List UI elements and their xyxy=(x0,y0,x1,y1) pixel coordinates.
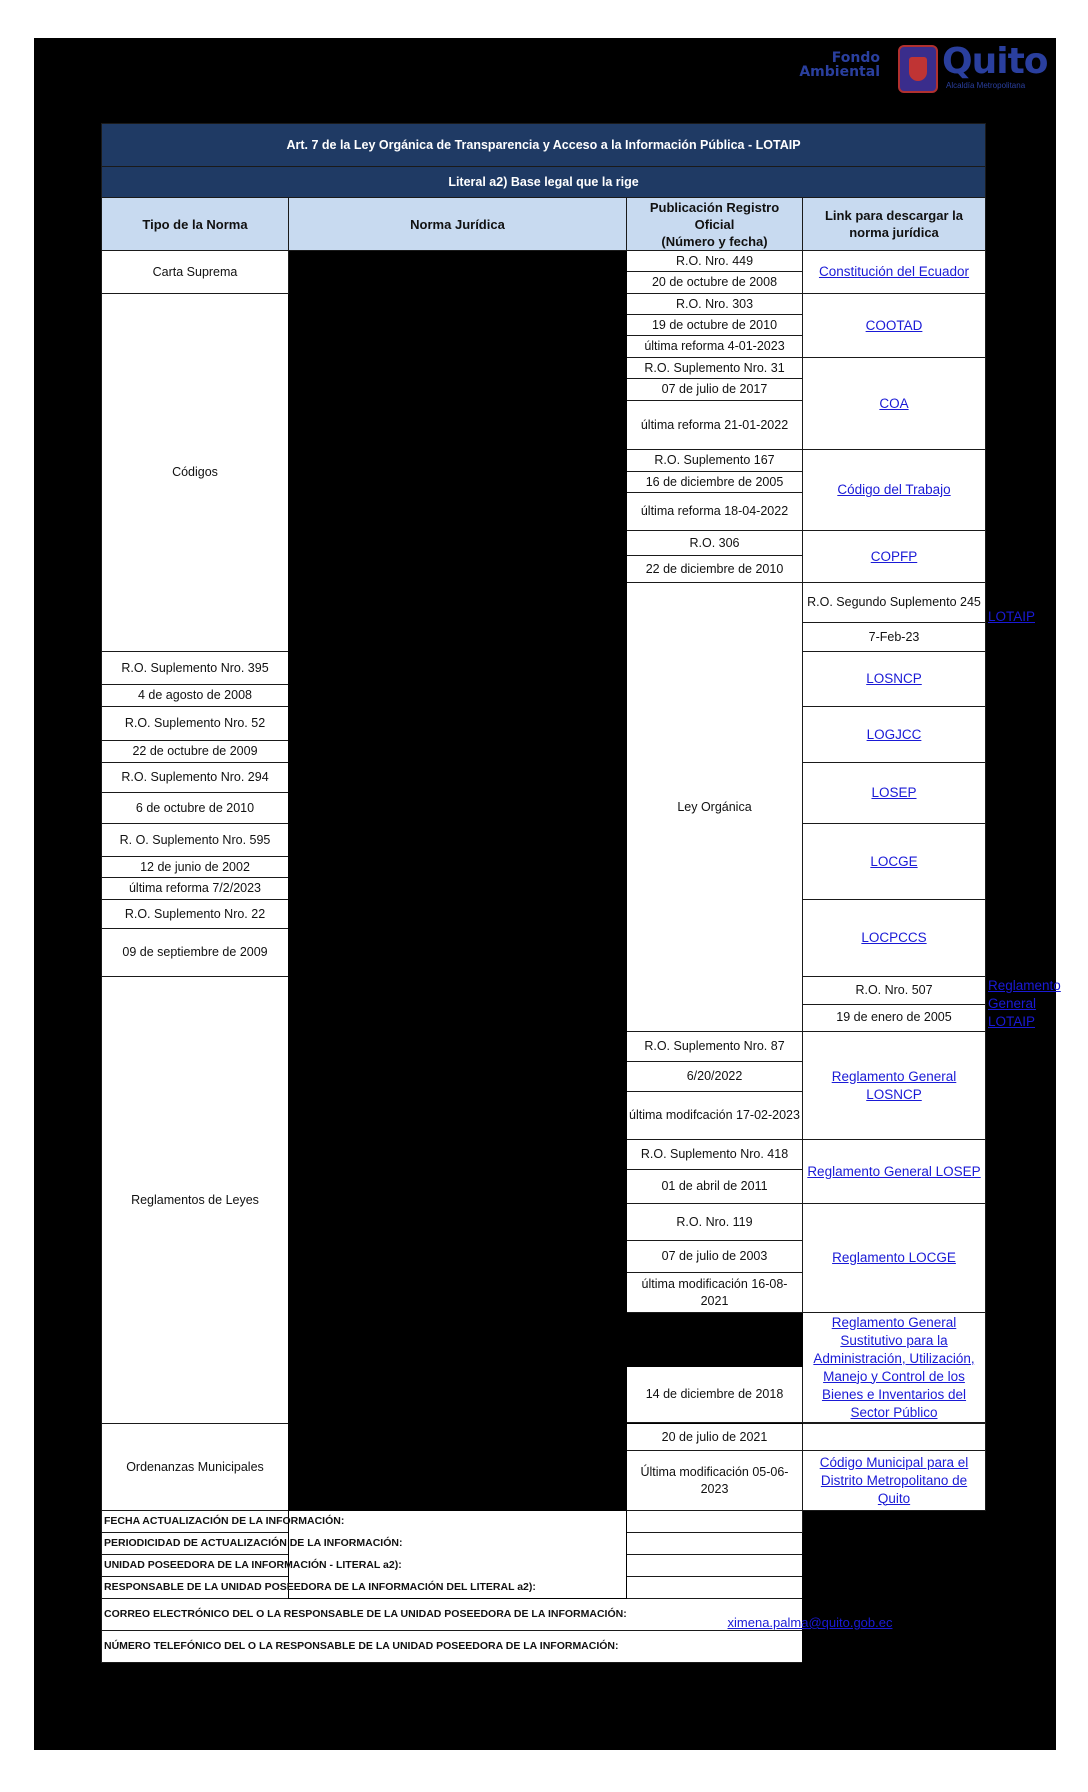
link-cell xyxy=(803,707,986,763)
pub-cell: 14 de diciembre de 2018 xyxy=(627,1367,803,1423)
pub-cell: 4 de agosto de 2008 xyxy=(102,685,289,707)
footer-email-link[interactable]: ximena.palma@quito.gob.ec xyxy=(727,1615,893,1630)
group-carta: Carta Suprema xyxy=(102,251,289,294)
pub-cell: 7-Feb-23 xyxy=(803,623,986,652)
link-rg-bienes[interactable]: Reglamento General Sustitutivo para la Administración, Utilización, Manejo y Control de los Bienes e Inventarios del Sector Público xyxy=(813,1314,975,1420)
pub-cell: última reforma 21-01-2022 xyxy=(627,401,803,450)
pub-cell: 6 de octubre de 2010 xyxy=(102,793,289,824)
table-subtitle: Literal a2) Base legal que la rige xyxy=(102,167,986,198)
pub-cell: 09 de septiembre de 2009 xyxy=(102,929,289,977)
pub-cell: 12 de junio de 2002 xyxy=(102,857,289,878)
pub-cell: 20 de julio de 2021 xyxy=(627,1424,803,1451)
link-copfp[interactable]: COPFP xyxy=(870,548,918,564)
link-constitucion[interactable]: Constitución del Ecuador xyxy=(818,264,970,279)
col-norma: Norma Jurídica xyxy=(289,198,627,251)
link-cell xyxy=(803,900,986,977)
link-cell xyxy=(803,358,986,450)
pub-cell: última reforma 4-01-2023 xyxy=(627,336,803,358)
link-cell xyxy=(803,1451,986,1511)
footer-correo-label: CORREO ELECTRÓNICO DEL O LA RESPONSABLE DE LA UNIDAD POSEEDORA DE LA INFORMACIÓN: xyxy=(102,1599,803,1631)
link-codigo-municipal[interactable]: Código Municipal para el Distrito Metropolitano de Quito xyxy=(819,1454,969,1506)
pub-cell: última modifcación 17-02-2023 xyxy=(627,1092,803,1140)
pub-cell: R.O. Nro. 303 xyxy=(627,294,803,315)
link-losep[interactable]: LOSEP xyxy=(871,785,917,800)
link-rg-lotaip[interactable]: Reglamento General LOTAIP xyxy=(988,978,1061,1029)
link-rg-losep[interactable]: Reglamento General LOSEP xyxy=(807,1163,981,1179)
link-codigo-trabajo[interactable]: Código del Trabajo xyxy=(837,482,951,497)
pub-cell: R. O. Suplemento Nro. 595 xyxy=(102,824,289,857)
pub-cell-redacted xyxy=(627,1313,803,1367)
pub-cell: R.O. Suplemento Nro. 22 xyxy=(102,900,289,929)
pub-cell: 07 de julio de 2017 xyxy=(627,379,803,401)
link-r-locge[interactable]: Reglamento LOCGE xyxy=(832,1250,956,1265)
pub-cell: R.O. Nro. 119 xyxy=(627,1204,803,1241)
quito-wordmark-sub: Alcaldía Metropolitana xyxy=(946,81,1026,90)
pub-cell: última reforma 18-04-2022 xyxy=(627,493,803,531)
footer-telefono-label: NÚMERO TELEFÓNICO DEL O LA RESPONSABLE DE LA UNIDAD POSEEDORA DE LA INFORMACIÓN: xyxy=(102,1631,803,1663)
link-coa[interactable]: COA xyxy=(879,395,909,411)
group-reglamentos: Reglamentos de Leyes xyxy=(102,977,289,1424)
pub-cell: 22 de diciembre de 2010 xyxy=(627,556,803,583)
norma-redacted xyxy=(289,251,627,1599)
footer-values xyxy=(803,1511,986,1663)
pub-cell: Última modificación 05-06-2023 xyxy=(627,1451,803,1511)
pub-cell: 20 de octubre de 2008 xyxy=(627,272,803,294)
link-losncp[interactable]: LOSNCP xyxy=(866,671,922,686)
link-cell xyxy=(803,450,986,531)
link-locge[interactable]: LOCGE xyxy=(870,853,918,869)
col-tipo: Tipo de la Norma xyxy=(102,198,289,251)
footer-unidad-label: UNIDAD POSEEDORA DE LA INFORMACIÓN - LITERAL a2): xyxy=(102,1555,803,1577)
link-rg-losncp[interactable]: Reglamento General LOSNCP xyxy=(831,1068,957,1102)
link-cell xyxy=(803,294,986,358)
table-title: Art. 7 de la Ley Orgánica de Transparencia y Acceso a la Información Pública - LOTAIP xyxy=(102,124,986,167)
pub-cell: 16 de diciembre de 2005 xyxy=(627,472,803,493)
pub-cell: última reforma 7/2/2023 xyxy=(102,878,289,900)
pub-cell: R.O. Suplemento Nro. 395 xyxy=(102,652,289,685)
group-ordenanzas: Ordenanzas Municipales xyxy=(102,1424,289,1511)
pub-cell: R.O. Suplemento Nro. 418 xyxy=(627,1140,803,1170)
link-cell xyxy=(803,1204,986,1313)
pub-cell: R.O. Suplemento Nro. 31 xyxy=(627,358,803,379)
lotaip-table xyxy=(101,123,1061,1663)
footer-responsable-label: RESPONSABLE DE LA UNIDAD POSEEDORA DE LA INFORMACIÓN DEL LITERAL a2): xyxy=(102,1577,803,1599)
footer-fecha-label: FECHA ACTUALIZACIÓN DE LA INFORMACIÓN: xyxy=(102,1511,803,1533)
quito-wordmark: Quito xyxy=(942,41,1048,82)
col-publicacion: Publicación Registro Oficial (Número y fecha) xyxy=(627,198,803,251)
footer-periodicidad-label: PERIODICIDAD DE ACTUALIZACIÓN DE LA INFORMACIÓN: xyxy=(102,1533,803,1555)
link-cell xyxy=(803,652,986,707)
link-logjcc[interactable]: LOGJCC xyxy=(866,726,922,742)
pub-cell: R.O. Suplemento Nro. 294 xyxy=(102,763,289,793)
fondo-ambiental-wordmark: Fondo Ambiental xyxy=(799,50,880,80)
col-link: Link para descargar la norma jurídica xyxy=(803,198,986,251)
link-cell-empty xyxy=(803,1424,986,1451)
pub-cell: 19 de octubre de 2010 xyxy=(627,315,803,336)
pub-cell: 07 de julio de 2003 xyxy=(627,1241,803,1273)
pub-cell: 22 de octubre de 2009 xyxy=(102,741,289,763)
pub-cell: R.O. 306 xyxy=(627,531,803,556)
pub-cell: 19 de enero de 2005 xyxy=(803,1004,986,1032)
pub-cell: R.O. Nro. 449 xyxy=(627,251,803,272)
link-cell xyxy=(803,531,986,583)
pub-cell: R.O. Nro. 507 xyxy=(803,977,986,1005)
group-codigos: Códigos xyxy=(102,294,289,652)
pub-cell: R.O. Segundo Suplemento 245 xyxy=(803,583,986,623)
fondo-ambiental-quito-logo xyxy=(790,41,1050,95)
link-cell xyxy=(803,251,986,294)
link-cell xyxy=(803,763,986,824)
pub-cell: última modificación 16-08-2021 xyxy=(627,1273,803,1313)
group-ley-organica: Ley Orgánica xyxy=(627,583,803,1032)
link-locpccs[interactable]: LOCPCCS xyxy=(861,930,927,945)
quito-seal-icon xyxy=(898,45,938,93)
pub-cell: 6/20/2022 xyxy=(627,1062,803,1092)
link-cell xyxy=(803,1032,986,1140)
link-cell xyxy=(803,1140,986,1204)
pub-cell: R.O. Suplemento Nro. 87 xyxy=(627,1032,803,1062)
link-cell xyxy=(803,824,986,900)
pub-cell: R.O. Suplemento Nro. 52 xyxy=(102,707,289,741)
link-cootad[interactable]: COOTAD xyxy=(865,317,923,333)
pub-cell: 01 de abril de 2011 xyxy=(627,1170,803,1204)
pub-cell: R.O. Suplemento 167 xyxy=(627,450,803,472)
link-cell xyxy=(803,1313,986,1423)
link-lotaip[interactable]: LOTAIP xyxy=(988,609,1036,624)
